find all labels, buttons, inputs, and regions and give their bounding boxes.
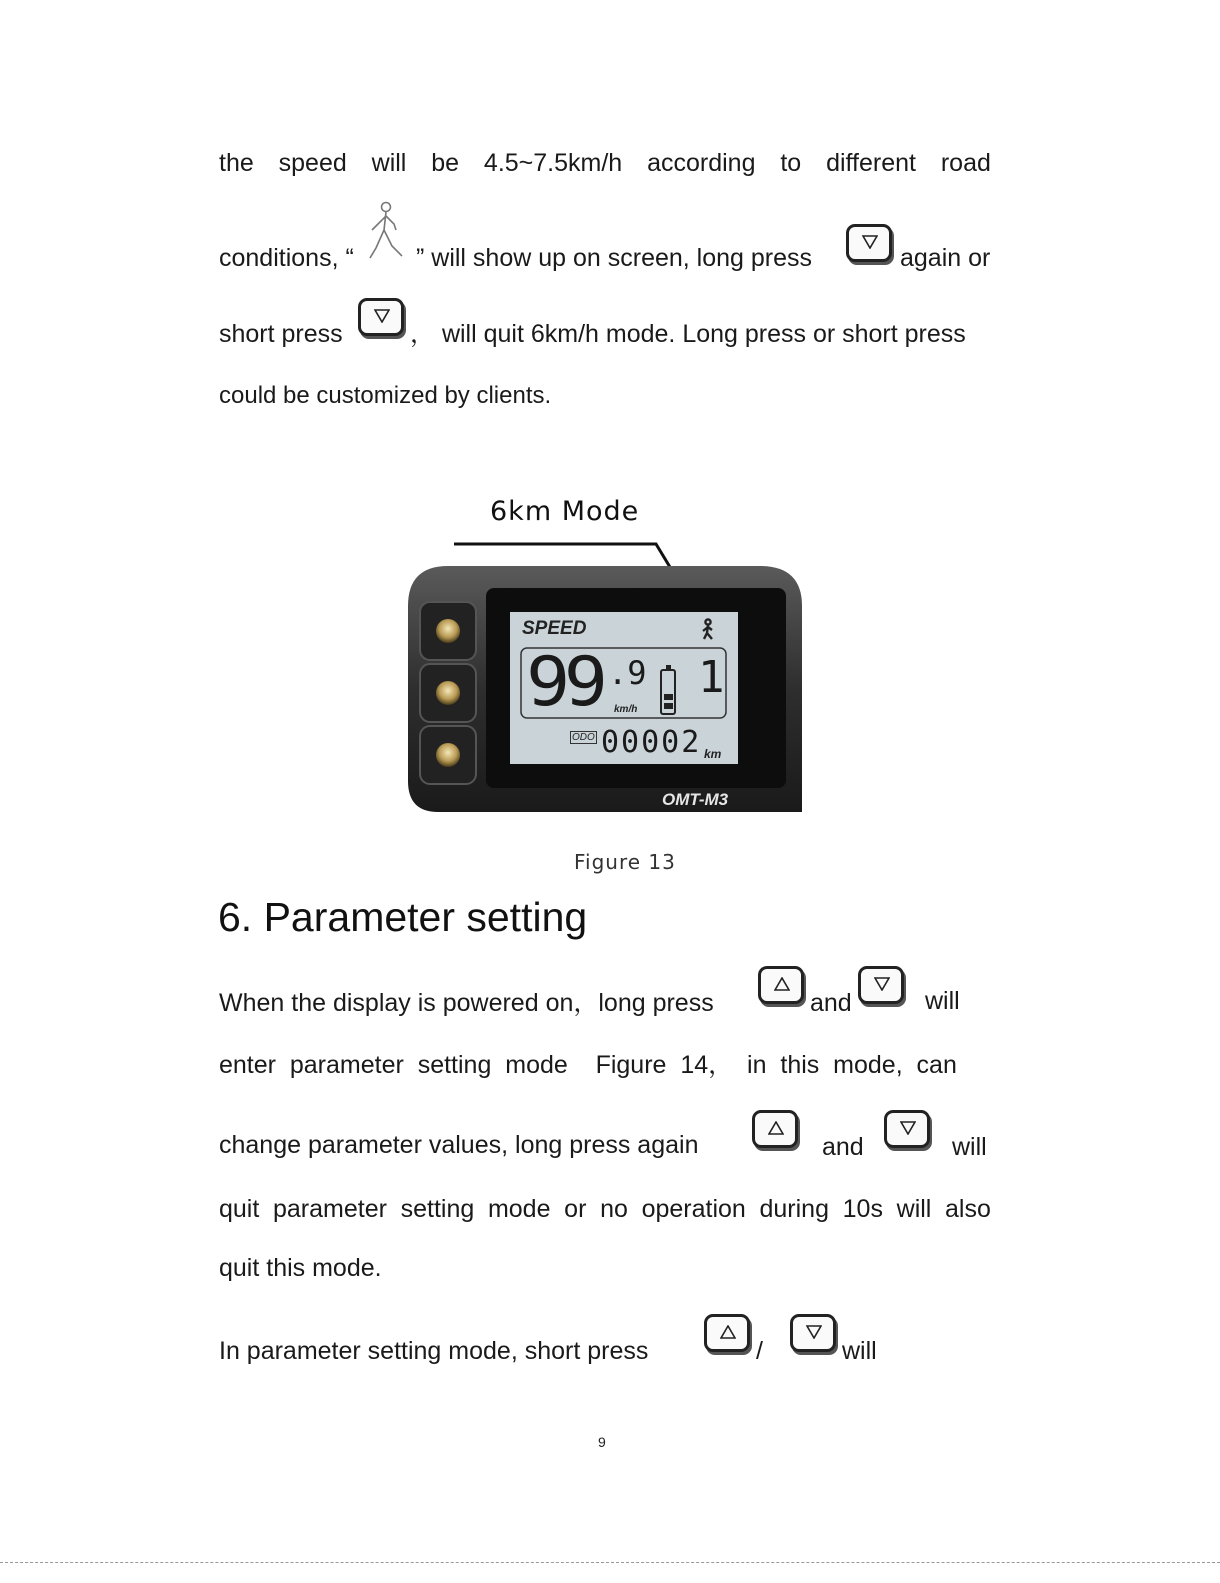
lcd-display-device [408, 566, 802, 812]
lcd-speed-unit: km/h [614, 704, 638, 715]
down-button-icon [358, 298, 404, 336]
word: mode [487, 1195, 551, 1223]
walk-mode-icon [366, 200, 410, 267]
word: quit [219, 1195, 260, 1223]
paragraph2-line4 [219, 1194, 991, 1224]
section-heading: 6. Parameter setting [218, 894, 588, 940]
up-button-icon [758, 966, 804, 1004]
figure-callout-label: 6km Mode [490, 496, 640, 527]
word: 4.5~7.5km/h [483, 149, 623, 177]
figure-caption: Figure 13 [574, 850, 676, 874]
word: during [759, 1195, 829, 1223]
word: operation [641, 1195, 746, 1223]
paragraph2-line6-a: In parameter setting mode, short press [219, 1337, 649, 1365]
page-number: 9 [598, 1434, 606, 1450]
paragraph1-line3-b: ， will quit 6km/h mode. Long press or short press [410, 320, 966, 348]
paragraph1-line2-c: again or [900, 244, 991, 272]
word: will [896, 1195, 932, 1223]
lcd-assist-level: 1 [698, 652, 725, 703]
word: be [431, 149, 460, 177]
footer-divider [0, 1562, 1220, 1563]
paragraph2-line3-b: and [822, 1133, 864, 1161]
word: the [219, 149, 254, 177]
down-button-icon [790, 1314, 836, 1352]
lcd-odo-label: ODO [572, 732, 595, 743]
down-button-icon [858, 966, 904, 1004]
lcd-odo-value: 00002 [601, 725, 702, 760]
paragraph1-line1 [219, 148, 991, 178]
lcd-odo-unit: km [704, 747, 722, 761]
paragraph2-line1-a: When the display is powered on，long press [219, 989, 714, 1017]
paragraph1-line4: could be customized by clients. [219, 382, 552, 409]
up-button-icon [752, 1110, 798, 1148]
word: setting [400, 1195, 475, 1223]
paragraph2-line6-b: / [756, 1337, 763, 1365]
device-body [408, 566, 802, 812]
paragraph2-line1-b: and [810, 989, 852, 1017]
word: according [647, 149, 756, 177]
paragraph2-line1-c: will [925, 987, 960, 1015]
paragraph1-line2-b: ” will show up on screen, long press [416, 244, 813, 272]
lcd-speed-decimal: .9 [608, 654, 647, 692]
paragraph2-line5: quit this mode. [219, 1254, 382, 1282]
word: different [826, 149, 916, 177]
paragraph2-line2: enter parameter setting mode Figure 14， in this mode, can [219, 1051, 957, 1079]
word: no [600, 1195, 628, 1223]
device-model-label: OMT-M3 [662, 790, 729, 809]
paragraph2-line6-c: will [842, 1337, 877, 1365]
paragraph1-line2-a: conditions, “ [219, 244, 354, 272]
lcd-speed-label: SPEED [522, 618, 587, 639]
word: will [371, 149, 407, 177]
word: road [940, 149, 991, 177]
down-button-icon [884, 1110, 930, 1148]
down-button-icon [846, 224, 892, 262]
paragraph2-line3-a: change parameter values, long press again [219, 1131, 699, 1159]
word: parameter [272, 1195, 387, 1223]
word: or [564, 1195, 587, 1223]
paragraph2-line3-c: will [952, 1133, 987, 1161]
up-button-icon [704, 1314, 750, 1352]
lcd-speed-integer: 99 [526, 643, 602, 722]
word: to [780, 149, 802, 177]
word: 10s [842, 1195, 883, 1223]
word: speed [278, 149, 347, 177]
word: also [945, 1195, 991, 1223]
paragraph1-line3-a: short press [219, 320, 343, 348]
